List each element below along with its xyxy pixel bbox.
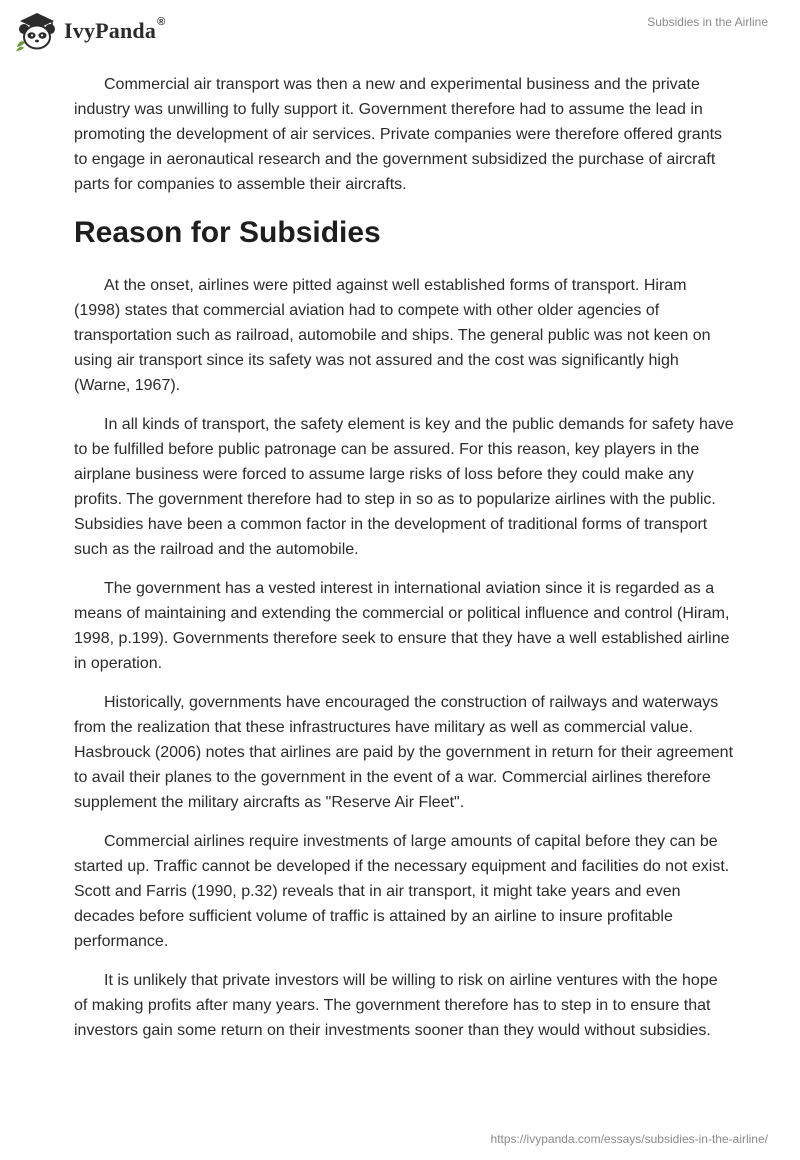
registered-mark: ® [157,16,166,28]
intro-paragraph: Commercial air transport was then a new and experimental business and the private industry was unwilling to fully support it. Government therefore had to assume the lead in promoting the development of air services. Private companies were therefore offered grants to engage in aeronautical research and the government subsidized the purchase of aircraft parts for companies to assemble their aircrafts. [74,76,723,193]
body-paragraph: Commercial airlines require investments of large amounts of capital before they can be started up. Traffic cannot be developed if the necessary equipment and facilities do not exist. Scott and Farris (1990, p.32) reveals that in air transport, it might take years and even decades before sufficient volume of traffic is attained by an airline to insure profitable performance. [74,833,730,950]
body-paragraph: Historically, governments have encouraged the construction of railways and waterways from the realization that these infrastructures have military as well as commercial value. Hasbrouck (2006) notes that airlines are paid by the government in return for their agreement to avail their planes to the government in the event of a war. Commercial airlines therefore supplement the military aircrafts as "Reserve Air Fleet". [74,694,734,811]
ivypanda-logo[interactable] [14,9,165,53]
body-paragraph: At the onset, airlines were pitted against well established forms of transport. Hiram (1998) states that commercial aviation had to compete with other older agencies of transportation such as railroad, automobile and ships. The general public was not keen on using air transport since its safety was not assured and the cost was significantly high (Warne, 1967). [74,277,711,394]
body-paragraph: It is unlikely that private investors will be willing to risk on airline ventures with the hope of making profits after many years. The government therefore has to step in to ensure that investors gain some return on their investments sooner than they would without subsidies. [74,972,718,1039]
body-paragraph: The government has a vested interest in international aviation since it is regarded as a means of maintaining and extending the commercial or political influence and control (Hiram, 1998, p.199). Governments therefore seek to ensure that they have a well established airline in operation. [74,580,730,672]
body-paragraph: In all kinds of transport, the safety element is key and the public demands for safety have to be fulfilled before public patronage can be assured. For this reason, key players in the airplane business were forced to assume large risks of loss before they could make any profits. The government therefore had to step in so as to popularize airlines with the public. Subsidies have been a common factor in the development of traditional forms of transport such as the railroad and the automobile. [74,416,734,558]
document-title: Subsidies in the Airline [647,15,768,29]
logo-text: IvyPanda® [64,16,166,43]
section-heading: Reason for Subsidies [74,216,381,249]
panda-graduate-icon [14,9,60,53]
article-body [74,72,734,1057]
page-header [0,0,800,60]
source-url[interactable]: https://ivypanda.com/essays/subsidies-in-the-airline/ [490,1132,768,1146]
